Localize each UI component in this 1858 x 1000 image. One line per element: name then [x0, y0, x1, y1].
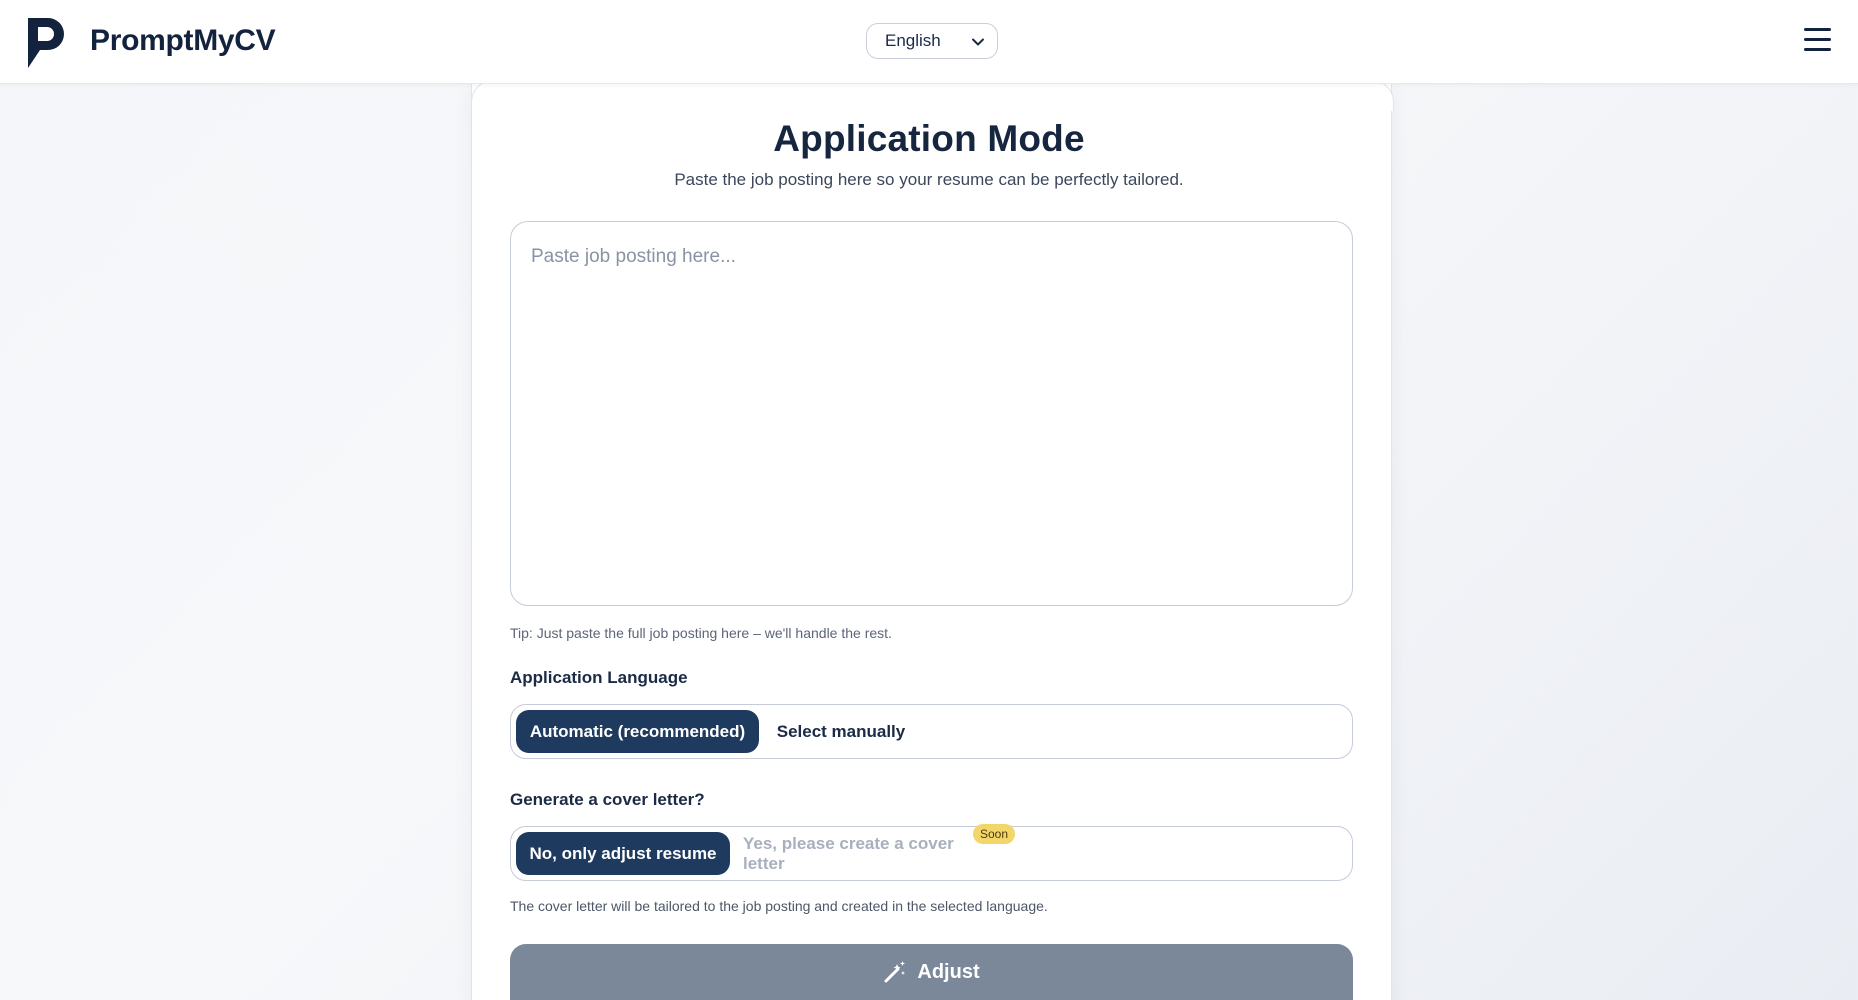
language-select-value: English	[885, 31, 941, 50]
top-header	[0, 0, 1858, 84]
page-subtitle: Paste the job posting here so your resume can be perfectly tailored.	[674, 170, 1184, 189]
language-automatic-option[interactable]: Automatic (recommended)	[516, 710, 759, 753]
job-posting-input[interactable]	[510, 221, 1353, 606]
magic-wand-icon	[883, 960, 907, 984]
adjust-button-label: Adjust	[917, 960, 980, 983]
hamburger-menu-icon[interactable]	[1804, 28, 1832, 52]
cover-letter-no-option[interactable]: No, only adjust resume	[516, 832, 730, 875]
page-title: Application Mode	[773, 118, 1085, 159]
application-language-label: Application Language	[510, 668, 688, 687]
cover-letter-note: The cover letter will be tailored to the job posting and created in the selected language.	[510, 898, 1048, 914]
adjust-button[interactable]	[510, 944, 1353, 1000]
language-select[interactable]	[866, 23, 998, 59]
language-manual-option[interactable]: Select manually	[776, 721, 906, 741]
logo-p-icon[interactable]	[24, 14, 68, 70]
cover-letter-toggle	[510, 826, 1353, 881]
cover-letter-label: Generate a cover letter?	[510, 790, 705, 809]
brand-name[interactable]: PromptMyCV	[90, 24, 276, 57]
cover-letter-yes-option: Yes, please create a cover letter	[743, 833, 954, 873]
chevron-down-icon	[971, 35, 985, 49]
tip-text: Tip: Just paste the full job posting here – we'll handle the rest.	[510, 625, 892, 641]
soon-badge: Soon	[973, 824, 1015, 844]
application-language-toggle	[510, 704, 1353, 759]
